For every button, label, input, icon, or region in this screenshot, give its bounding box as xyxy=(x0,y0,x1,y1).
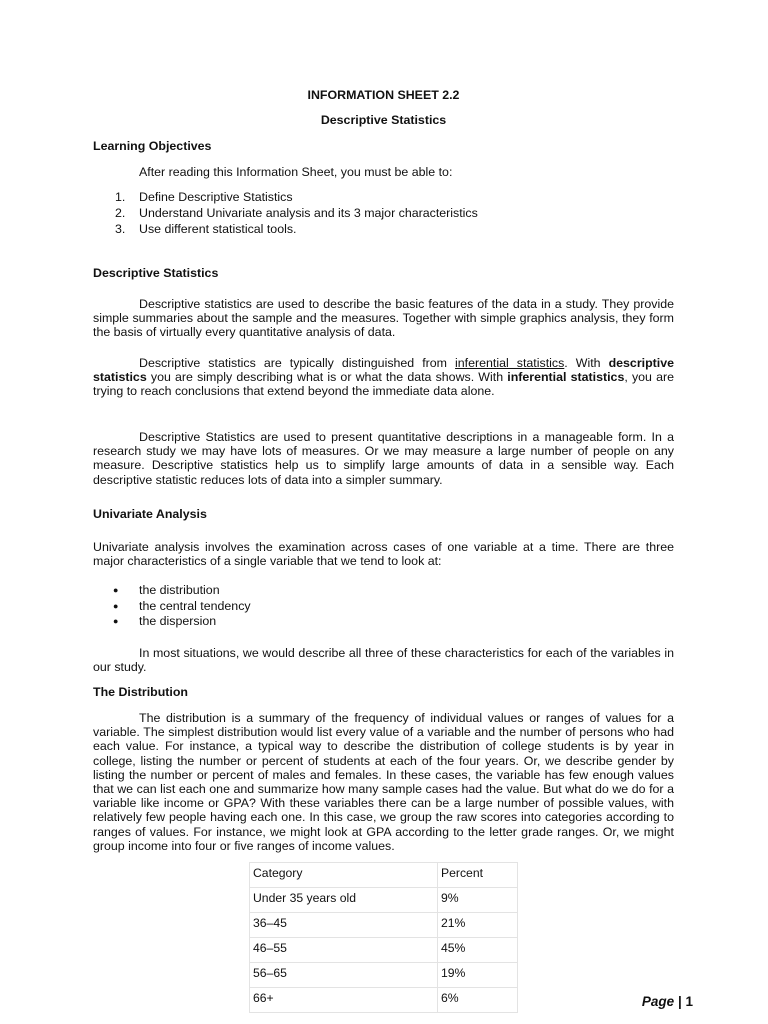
list-item: ● the distribution xyxy=(113,583,220,597)
descriptive-paragraph-3: Descriptive Statistics are used to present quantitative descriptions in a manageable form. In a research study we may have lots of measures. Or we may measure a large number of people on any measure. Descriptive statistics help us to simplify large amounts of data in a sensible way. Each descriptive statistic reduces lots of data into a simpler summary. xyxy=(93,430,674,487)
objectives-list xyxy=(93,189,674,237)
descriptive-paragraph-1: Descriptive statistics are used to describe the basic features of the data in a study. They provide simple summaries about the sample and the measures. Together with simple graphics analysis, they form the basis of virtually every quantitative analysis of data. xyxy=(93,297,674,340)
list-item: ● the central tendency xyxy=(113,598,251,613)
bullet-icon: ● xyxy=(113,585,119,595)
table-header-cell: Category xyxy=(250,863,438,888)
descriptive-paragraph-2: Descriptive statistics are typically distinguished from inferential statistics. With descriptive statistics you are simply describing what is or what the data shows. With inferential statistics, you are trying to reach conclusions that extend beyond the immediate data alone. xyxy=(93,356,675,399)
univariate-paragraph-2: In most situations, we would describe all three of these characteristics for each of the variables in our study. xyxy=(93,646,674,675)
sheet-title: INFORMATION SHEET 2.2 xyxy=(307,88,460,102)
objectives-heading: Learning Objectives xyxy=(93,139,212,153)
table-row xyxy=(250,963,518,988)
univariate-paragraph-1: Univariate analysis involves the examination across cases of one variable at a time. There are three major characteristics of a single variable that we tend to look at: xyxy=(93,540,674,569)
objectives-intro: After reading this Information Sheet, you must be able to: xyxy=(139,165,453,179)
bullet-icon: ● xyxy=(113,600,119,611)
table-header-row xyxy=(250,863,518,888)
table-cell: 19% xyxy=(438,963,518,988)
table-cell: Under 35 years old xyxy=(250,888,438,913)
table-row xyxy=(250,988,518,1013)
list-item: ● the dispersion xyxy=(113,614,217,628)
page-number: 1 xyxy=(685,994,693,1009)
table-cell: 21% xyxy=(438,913,518,938)
descriptive-heading: Descriptive Statistics xyxy=(93,266,219,280)
table-cell: 36–45 xyxy=(250,913,438,938)
distribution-paragraph: The distribution is a summary of the frequency of individual values or ranges of values for a variable. The simplest distribution would list every value of a variable and the number of persons who had each value. For instance, a typical way to describe the distribution of college students is by year in college, listing the number or percent of students at each of the four years. Or, we describe gender by listing the number or percent of males and females. In these cases, the variable has few enough values that we can list each one and summarize how many sample cases had the value. But what do we do for a variable like income or GPA? With these variables there can be a large number of possible values, with relatively few people having each one. In this case, we group the raw scores into categories according to ranges of values. For instance, we might look at GPA according to the letter grade ranges. Or, we might group income into four or five ranges of income values. xyxy=(93,711,674,853)
table-cell: 45% xyxy=(438,938,518,963)
table-cell: 56–65 xyxy=(250,963,438,988)
characteristics-list xyxy=(93,583,674,630)
table-row xyxy=(250,938,518,963)
table-header-cell: Percent xyxy=(438,863,518,888)
table-cell: 6% xyxy=(438,988,518,1013)
univariate-heading: Univariate Analysis xyxy=(93,507,207,521)
sheet-subtitle: Descriptive Statistics xyxy=(320,113,447,127)
table-row xyxy=(250,888,518,913)
distribution-table xyxy=(249,862,518,1013)
table-row xyxy=(250,913,518,938)
table-cell: 9% xyxy=(438,888,518,913)
table-cell: 66+ xyxy=(250,988,438,1013)
list-item: 1. Define Descriptive Statistics xyxy=(115,190,293,204)
list-item: 3. Use different statistical tools. xyxy=(115,222,297,236)
inferential-statistics-link[interactable]: inferential statistics xyxy=(455,356,565,370)
distribution-heading: The Distribution xyxy=(93,685,188,699)
list-item: 2. Understand Univariate analysis and its 3 major characteristics xyxy=(115,206,478,220)
page-separator: | xyxy=(677,994,682,1009)
bullet-icon: ● xyxy=(113,616,119,626)
page-label: Page xyxy=(641,994,675,1009)
table-cell: 46–55 xyxy=(250,938,438,963)
page-footer xyxy=(642,994,693,1009)
